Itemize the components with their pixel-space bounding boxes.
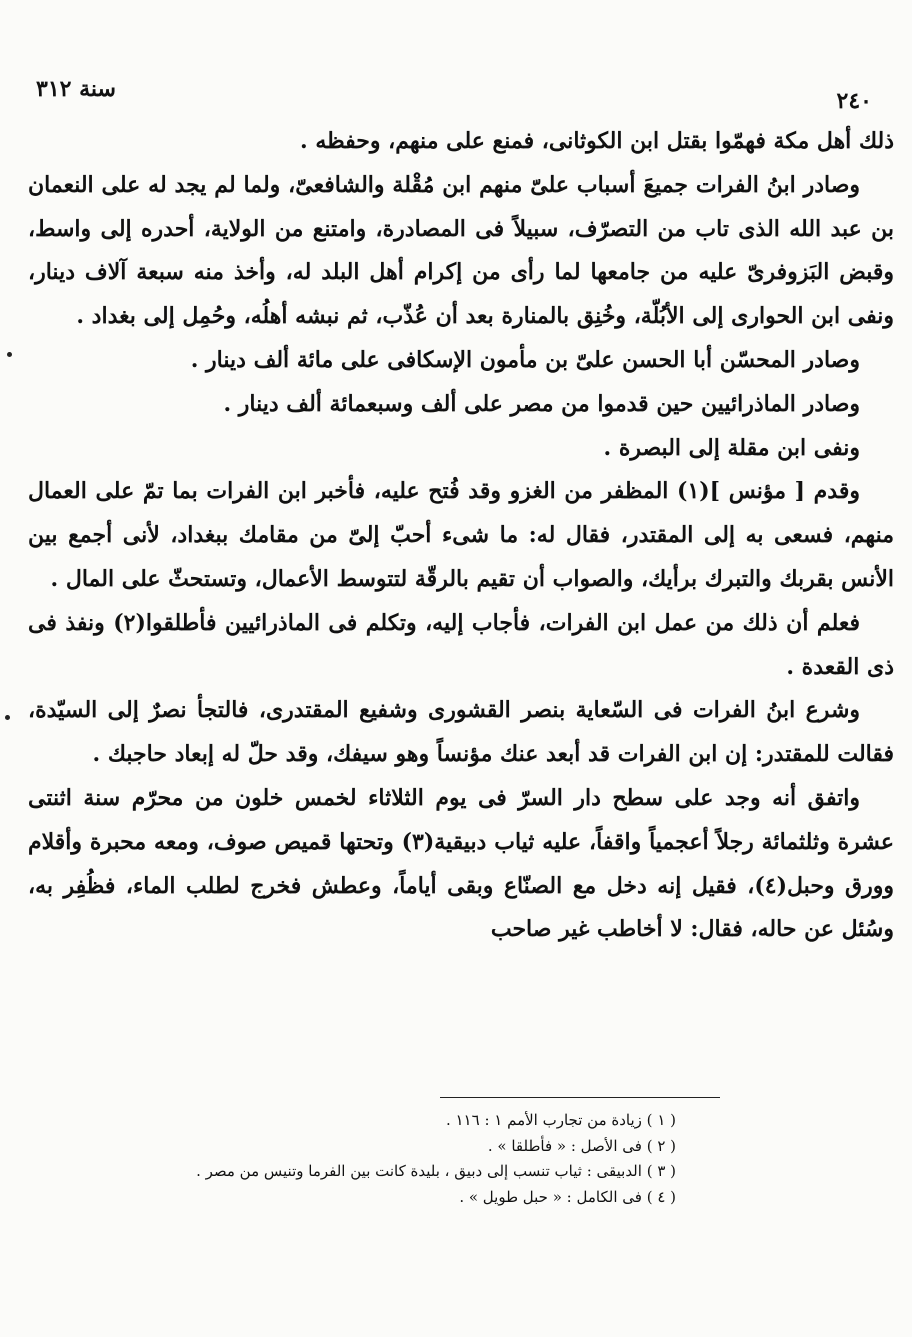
paragraph: وقدم [ مؤنس ](١) المظفر من الغزو وقد فُتح عليه، فأخبر ابن الفرات بما تمّ على العمال منهم، فسعى به إلى المقتدر، فقال له: ما شىء أحبّ إلىّ من مقامك ببغداد، لأنى أجمع بين الأنس بقربك والتبرك برأيك، والصواب أن تقيم بالرقّة لتتوسط الأعمال، وتستحثّ على المال . xyxy=(28,478,894,592)
page-header xyxy=(30,68,872,118)
paragraph: وصادر المحسّن أبا الحسن علىّ بن مأمون الإسكافى على مائة ألف دينار . xyxy=(190,346,860,373)
scan-speck xyxy=(7,352,12,357)
footnote: ( ٢ ) فى الأصل : « فأطلقا » . xyxy=(487,1136,676,1155)
footnote: ( ١ ) زيادة من تجارب الأمم ١ : ١١٦ . xyxy=(445,1111,676,1129)
paragraph: ذلك أهل مكة فهمّوا بقتل ابن الكوثانى، فمنع على منهم، وحفظه . xyxy=(300,128,894,154)
footnotes xyxy=(30,1108,676,1210)
paragraph: وصادر ابنُ الفرات جميعَ أسباب علىّ منهم ابن مُقْلة والشافعىّ، ولما لم يجد له على النعمان بن عبد الله الذى تاب من التصرّف، سبيلاً فى المصادرة، وامتنع من الولاية، أحدره إلى واسط، وقبض البَزوفرىّ عليه من جامعها لما رأى من إكرام أهل البلد له، وأخذ منه سبعة آلاف دينار، ونفى ابن الحوارى إلى الأبُلّة، وخُنِق بالمنارة بعد أن عُذّب، ثم نبشه أهلُه، وحُمِل إلى بغداد . xyxy=(28,171,894,330)
footnote: ( ٤ ) فى الكامل : « حبل طويل » . xyxy=(459,1187,676,1206)
paragraph: ونفى ابن مقلة إلى البصرة . xyxy=(603,434,860,461)
scan-speck xyxy=(5,715,10,720)
paragraph: وشرع ابنُ الفرات فى السّعاية بنصر القشورى وشفيع المقتدرى، فالتجأ نصرٌ إلى السيّدة، فقالت للمقتدر: إن ابن الفرات قد أبعد عنك مؤنساً وهو سيفك، وقد حلّ له إبعاد حاجبك . xyxy=(28,697,894,768)
paragraph: فعلم أن ذلك من عمل ابن الفرات، فأجاب إليه، وتكلم فى الماذرائيين فأطلقوا(٢) ونفذ فى ذى القعدة . xyxy=(28,609,894,680)
page-number: ٢٤٠ xyxy=(836,88,872,114)
footnote: ( ٣ ) الدبيقى : ثياب تنسب إلى دبيق ، بليدة كانت بين الفرما وتنيس من مصر . xyxy=(196,1162,676,1180)
main-text xyxy=(28,120,894,952)
running-head-year: سنة ٣١٢ xyxy=(36,76,116,102)
paragraph: وصادر الماذرائيين حين قدموا من مصر على ألف وسبعمائة ألف دينار . xyxy=(223,390,860,417)
footnote-divider xyxy=(440,1097,720,1098)
paragraph: واتفق أنه وجد على سطح دار السرّ فى يوم الثلاثاء لخمس خلون من محرّم سنة اثنتى عشرة وثلثمائة رجلاً أعجمياً واقفاً، عليه ثياب دبيقية(٣) وتحتها قميص صوف، ومعه محبرة وأقلام وورق وحبل(٤)، فقيل إنه دخل مع الصنّاع وبقى أياماً، وعطش فخرج لطلب الماء، فظُفِر به، وسُئل عن حاله، فقال: لا أخاطب غير صاحب xyxy=(28,784,894,943)
